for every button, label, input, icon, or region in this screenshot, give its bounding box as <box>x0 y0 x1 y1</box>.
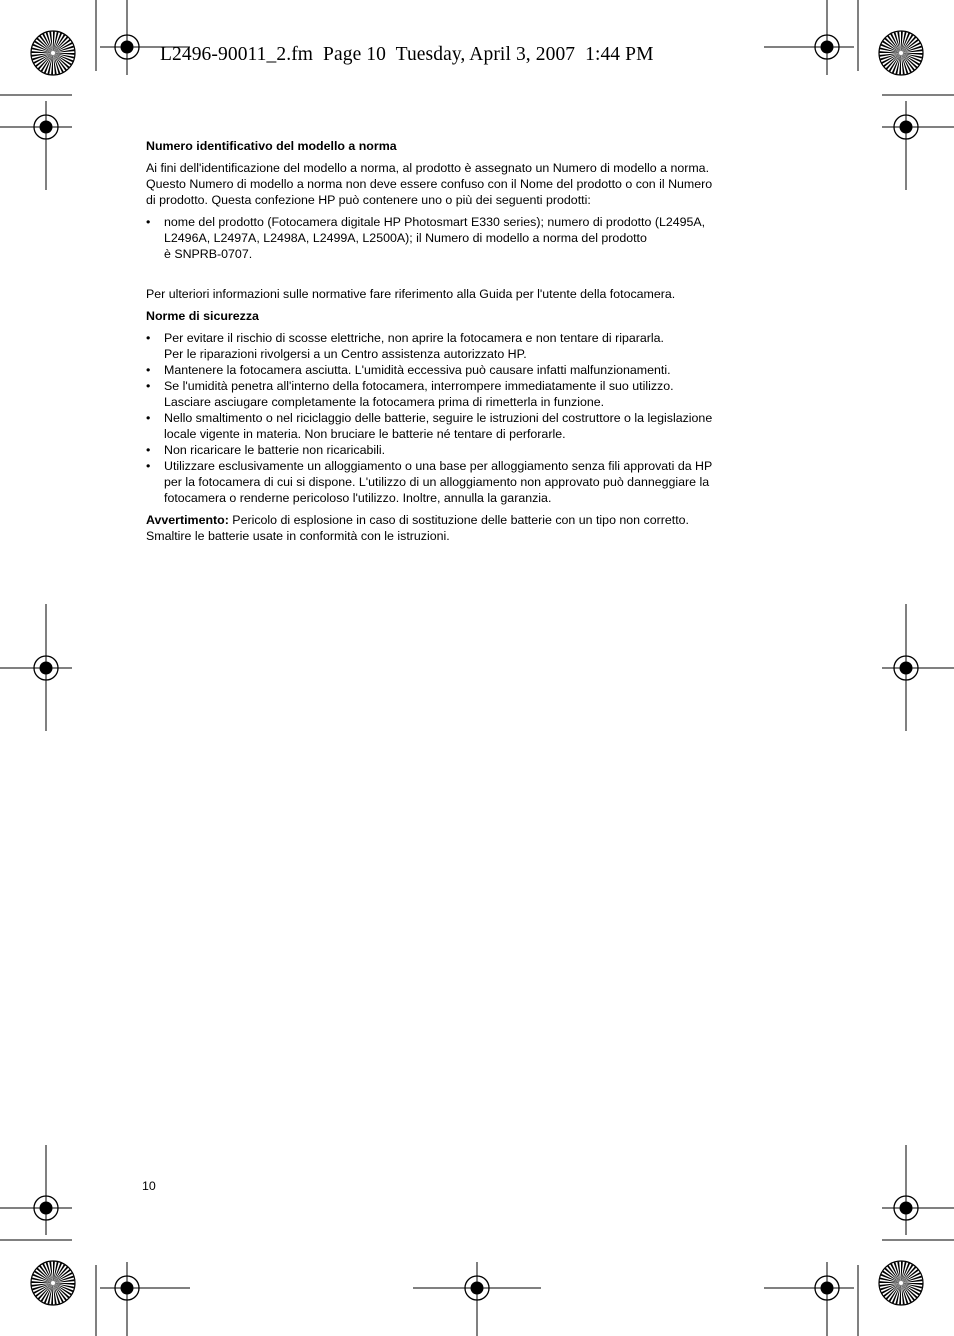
list-item <box>146 330 758 362</box>
list-item-line: è SNPRB-0707. <box>164 247 253 261</box>
list-item-line: fotocamera o renderne pericoloso l'utilizzo. Inoltre, annulla la garanzia. <box>164 491 552 505</box>
warning-text-line2: Smaltire le batterie usate in conformità con le istruzioni. <box>146 529 450 543</box>
list-item-line: locale vigente in materia. Non bruciare le batterie né tentare di perforarle. <box>164 427 566 441</box>
intro-line: Questo Numero di modello a norma non deve essere confuso con il Nome del prodotto o con il Numero <box>146 177 713 191</box>
header-datetime: Tuesday, April 3, 2007 1:44 PM <box>395 44 654 65</box>
list-item-line: Utilizzare esclusivamente un alloggiamento o una base per alloggiamento senza fili approvati da HP <box>164 459 713 473</box>
model-number-intro <box>146 160 758 208</box>
warning-label: Avvertimento: <box>146 513 229 527</box>
intro-line: di prodotto. Questa confezione HP può contenere uno o più dei seguenti prodotti: <box>146 193 591 207</box>
starburst-center <box>899 51 903 55</box>
bullet-marker: • <box>146 379 151 393</box>
list-item-line: Nello smaltimento o nel riciclaggio delle batterie, seguire le istruzioni del costruttore o la legislazione <box>164 411 713 425</box>
product-list <box>146 214 758 262</box>
list-item <box>146 458 758 506</box>
starburst-center <box>51 1281 55 1285</box>
bullet-marker: • <box>146 459 151 473</box>
bullet-marker: • <box>146 363 151 377</box>
list-item <box>146 214 758 262</box>
page-number: 10 <box>142 1179 156 1193</box>
warning-text: Pericolo di esplosione in caso di sostituzione delle batterie con un tipo non corretto. <box>228 513 689 527</box>
list-item-line: Se l'umidità penetra all'interno della fotocamera, interrompere immediatamente il suo utilizzo. <box>164 379 674 393</box>
section-heading-model-number: Numero identificativo del modello a norma <box>146 139 397 153</box>
list-item-line: Non ricaricare le batterie non ricaricabili. <box>164 443 386 457</box>
list-item-line: Mantenere la fotocamera asciutta. L'umidità eccessiva può causare infatti malfunzionamenti. <box>164 363 671 377</box>
list-item-line: Per le riparazioni rivolgersi a un Centro assistenza autorizzato HP. <box>164 347 527 361</box>
bullet-marker: • <box>146 331 151 345</box>
starburst-center <box>51 51 55 55</box>
warning-paragraph <box>146 512 758 544</box>
section-heading-safety: Norme di sicurezza <box>146 309 259 323</box>
list-item <box>146 410 758 442</box>
header-filename: L2496-90011_2.fm <box>160 44 314 65</box>
starburst-center <box>899 1281 903 1285</box>
safety-list <box>146 330 758 506</box>
list-item-line: L2496A, L2497A, L2498A, L2499A, L2500A); il Numero di modello a norma del prodotto <box>164 231 647 245</box>
list-item-line: Per evitare il rischio di scosse elettriche, non aprire la fotocamera e non tentare di ripararla. <box>164 331 664 345</box>
list-item <box>146 442 758 458</box>
list-item <box>146 378 758 410</box>
list-item <box>146 362 758 378</box>
bullet-marker: • <box>146 411 151 425</box>
bullet-marker: • <box>146 443 151 457</box>
list-item-line: Lasciare asciugare completamente la fotocamera prima di rimetterla in funzione. <box>164 395 605 409</box>
header-page: Page 10 <box>323 44 387 65</box>
list-item-line: nome del prodotto (Fotocamera digitale HP Photosmart E330 series); numero di prodotto (L2495A, <box>164 215 706 229</box>
document-body <box>146 138 758 550</box>
print-header-slug <box>160 44 654 66</box>
intro-line: Ai fini dell'identificazione del modello a norma, al prodotto è assegnato un Numero di modello a norma. <box>146 161 710 175</box>
bullet-marker: • <box>146 215 151 229</box>
list-item-line: per la fotocamera di cui si dispone. L'utilizzo di un alloggiamento non approvato può danneggiare la <box>164 475 710 489</box>
more-info-paragraph: Per ulteriori informazioni sulle normative fare riferimento alla Guida per l'utente della fotocamera. <box>146 287 676 301</box>
